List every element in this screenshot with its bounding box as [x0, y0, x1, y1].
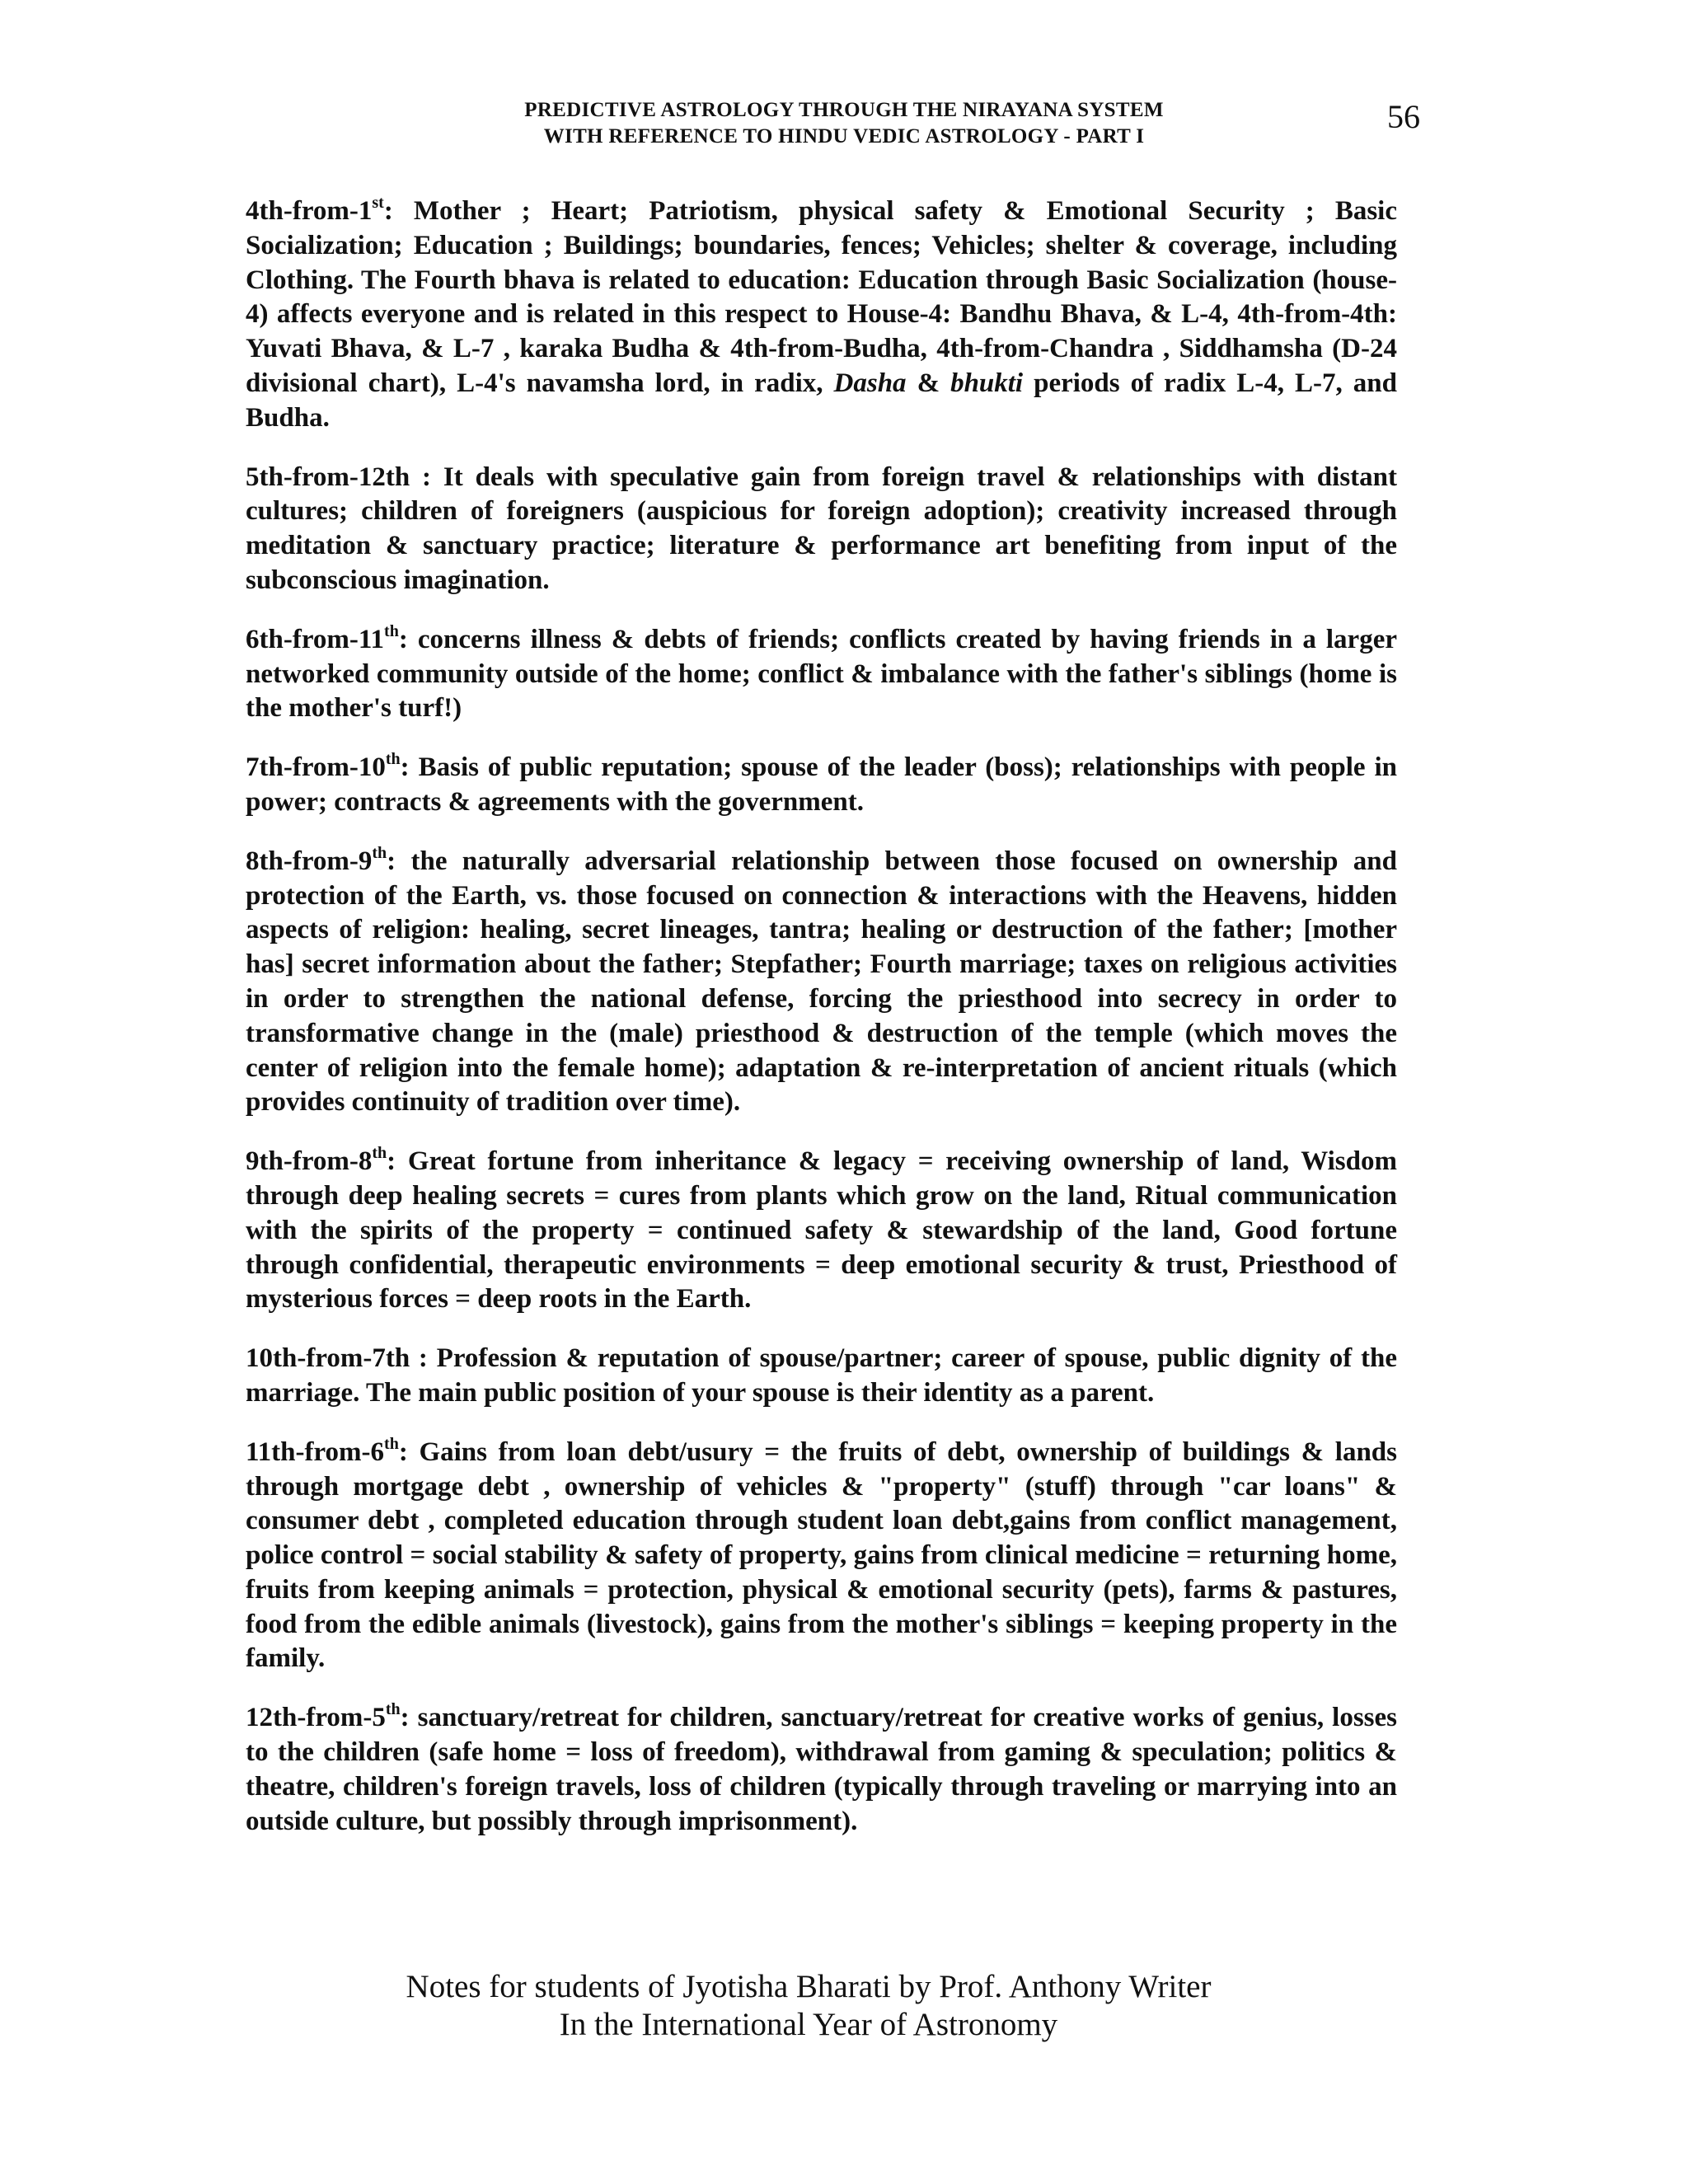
paragraph-heading: 11th-from-6: [246, 1436, 385, 1467]
paragraph-text: Great fortune from inheritance & legacy = receiving ownership of land, Wisdom through deep healing secrets = cures from plants which grow on the land, Ritual communication with the spirits of the property = continued safety & stewardship of the land, Good fortune through confidential, therapeutic environments = deep emotional security & trust, Priesthood of mysterious forces = deep roots in the Earth.: [246, 1146, 1397, 1315]
paragraph-5th-from-12th: [246, 461, 1397, 598]
paragraph-7th-from-10th: [246, 751, 1397, 820]
paragraph-text-joiner: &: [906, 368, 951, 398]
heading-superscript: th: [372, 843, 387, 862]
heading-superscript: th: [385, 750, 401, 769]
heading-colon: :: [398, 1436, 408, 1467]
paragraph-10th-from-7th: [246, 1342, 1397, 1411]
paragraph-12th-from-5th: [246, 1701, 1397, 1839]
running-header: [0, 97, 1688, 150]
heading-colon: :: [387, 846, 396, 876]
heading-superscript: th: [372, 1144, 387, 1163]
paragraph-heading: 7th-from-10: [246, 752, 386, 783]
paragraph-8th-from-9th: [246, 845, 1397, 1120]
paragraph-heading: 5th-from-12th :: [246, 462, 432, 492]
paragraph-text: Mother ; Heart; Patriotism, physical safety & Emotional Security ; Basic Socialization; Education ; Buildings; boundaries, fences; Vehicles; shelter & coverage, including Clothing. The Fourth bhava is related to education: Education through Basic Socialization (house-4) affects everyone and is related in this respect to House-4: Bandhu Bhava, & L-4, 4th-from-4th: Yuvati Bhava, & L-7 , karaka Budha & 4th-from-Budha, 4th-from-Chandra , Siddhamsha (D-24 divisional chart), L-4's navamsha lord, in radix,: [246, 196, 1397, 398]
paragraph-heading: 10th-from-7th :: [246, 1343, 428, 1374]
italic-term-bhukti: bhukti: [950, 368, 1024, 398]
paragraph-text: Gains from loan debt/usury = the fruits of debt, ownership of buildings & lands through mortgage debt , ownership of vehicles & "property" (stuff) through "car loans" & consumer debt , completed education through student loan debt,gains from conflict management, police control = social stability & safety of property, gains from clinical medicine = returning home, fruits from keeping animals = protection, physical & emotional security (pets), farms & pastures, food from the edible animals (livestock), gains from the mother's siblings = keeping property in the family.: [246, 1436, 1397, 1674]
heading-superscript: th: [384, 621, 399, 640]
paragraph-4th-from-1st: [246, 194, 1397, 436]
footer-line-2: In the International Year of Astronomy: [559, 2007, 1058, 2042]
paragraph-text: It deals with speculative gain from foreign travel & relationships with distant cultures; children of foreigners (auspicious for foreign adoption); creativity increased through meditation & sanctuary practice; literature & performance art benefiting from input of the subconscious imagination.: [246, 462, 1397, 595]
heading-superscript: st: [372, 194, 384, 212]
paragraph-text-end: periods of radix L-4, L-7, and Budha.: [246, 368, 1397, 433]
heading-colon: :: [387, 1146, 396, 1177]
paragraph-text: Basis of public reputation; spouse of the leader (boss); relationships with people in power; contracts & agreements with the government.: [246, 752, 1397, 817]
header-line-2: WITH REFERENCE TO HINDU VEDIC ASTROLOGY - PART I: [543, 125, 1145, 148]
paragraph-text: sanctuary/retreat for children, sanctuary/retreat for creative works of genius, losses to the children (safe home = loss of freedom), withdrawal from gaming & speculation; politics & theatre, children's foreign travels, loss of children (typically through traveling or marrying into an outside culture, but possibly through imprisonment).: [246, 1703, 1397, 1836]
paragraph-text: concerns illness & debts of friends; conflicts created by having friends in a larger networked community outside of the home; conflict & imbalance with the father's siblings (home is the mother's turf!): [246, 624, 1397, 724]
italic-term-dasha: Dasha: [833, 368, 907, 398]
heading-colon: :: [400, 1703, 410, 1733]
heading-colon: :: [383, 196, 393, 226]
paragraph-heading: 8th-from-9: [246, 846, 373, 876]
paragraph-heading: 6th-from-11: [246, 624, 385, 654]
paragraph-11th-from-6th: [246, 1436, 1397, 1677]
paragraph-text: the naturally adversarial relationship between those focused on ownership and protection of the Earth, vs. those focused on connection & interactions with the Heavens, hidden aspects of religion: healing, secret lineages, tantra; healing or destruction of the father; [mother has] secret information about the father; Stepfather; Fourth marriage; taxes on religious activities in order to strengthen the national defense, forcing the priesthood into secrecy in order to transformative change in the (male) priesthood & destruction of the temple (which moves the center of religion into the female home); adaptation & re-interpretation of ancient rituals (which provides continuity of tradition over time).: [246, 846, 1397, 1118]
header-line-1: PREDICTIVE ASTROLOGY THROUGH THE NIRAYANA SYSTEM: [524, 99, 1164, 121]
paragraph-heading: 4th-from-1: [246, 196, 373, 226]
heading-colon: :: [398, 624, 408, 654]
page-footer: [0, 1968, 1617, 2044]
paragraph-6th-from-11th: [246, 623, 1397, 726]
paragraph-text: Profession & reputation of spouse/partner; career of spouse, public dignity of the marriage. The main public position of your spouse is their identity as a parent.: [246, 1343, 1398, 1408]
page-number: 56: [1387, 98, 1420, 135]
paragraph-9th-from-8th: [246, 1145, 1397, 1317]
heading-colon: :: [400, 752, 410, 783]
page-body: [246, 194, 1397, 1839]
heading-superscript: th: [384, 1434, 399, 1453]
paragraph-heading: 9th-from-8: [246, 1146, 373, 1177]
heading-superscript: th: [385, 1700, 401, 1719]
paragraph-heading: 12th-from-5: [246, 1703, 386, 1733]
footer-line-1: Notes for students of Jyotisha Bharati by Prof. Anthony Writer: [406, 1969, 1212, 2004]
